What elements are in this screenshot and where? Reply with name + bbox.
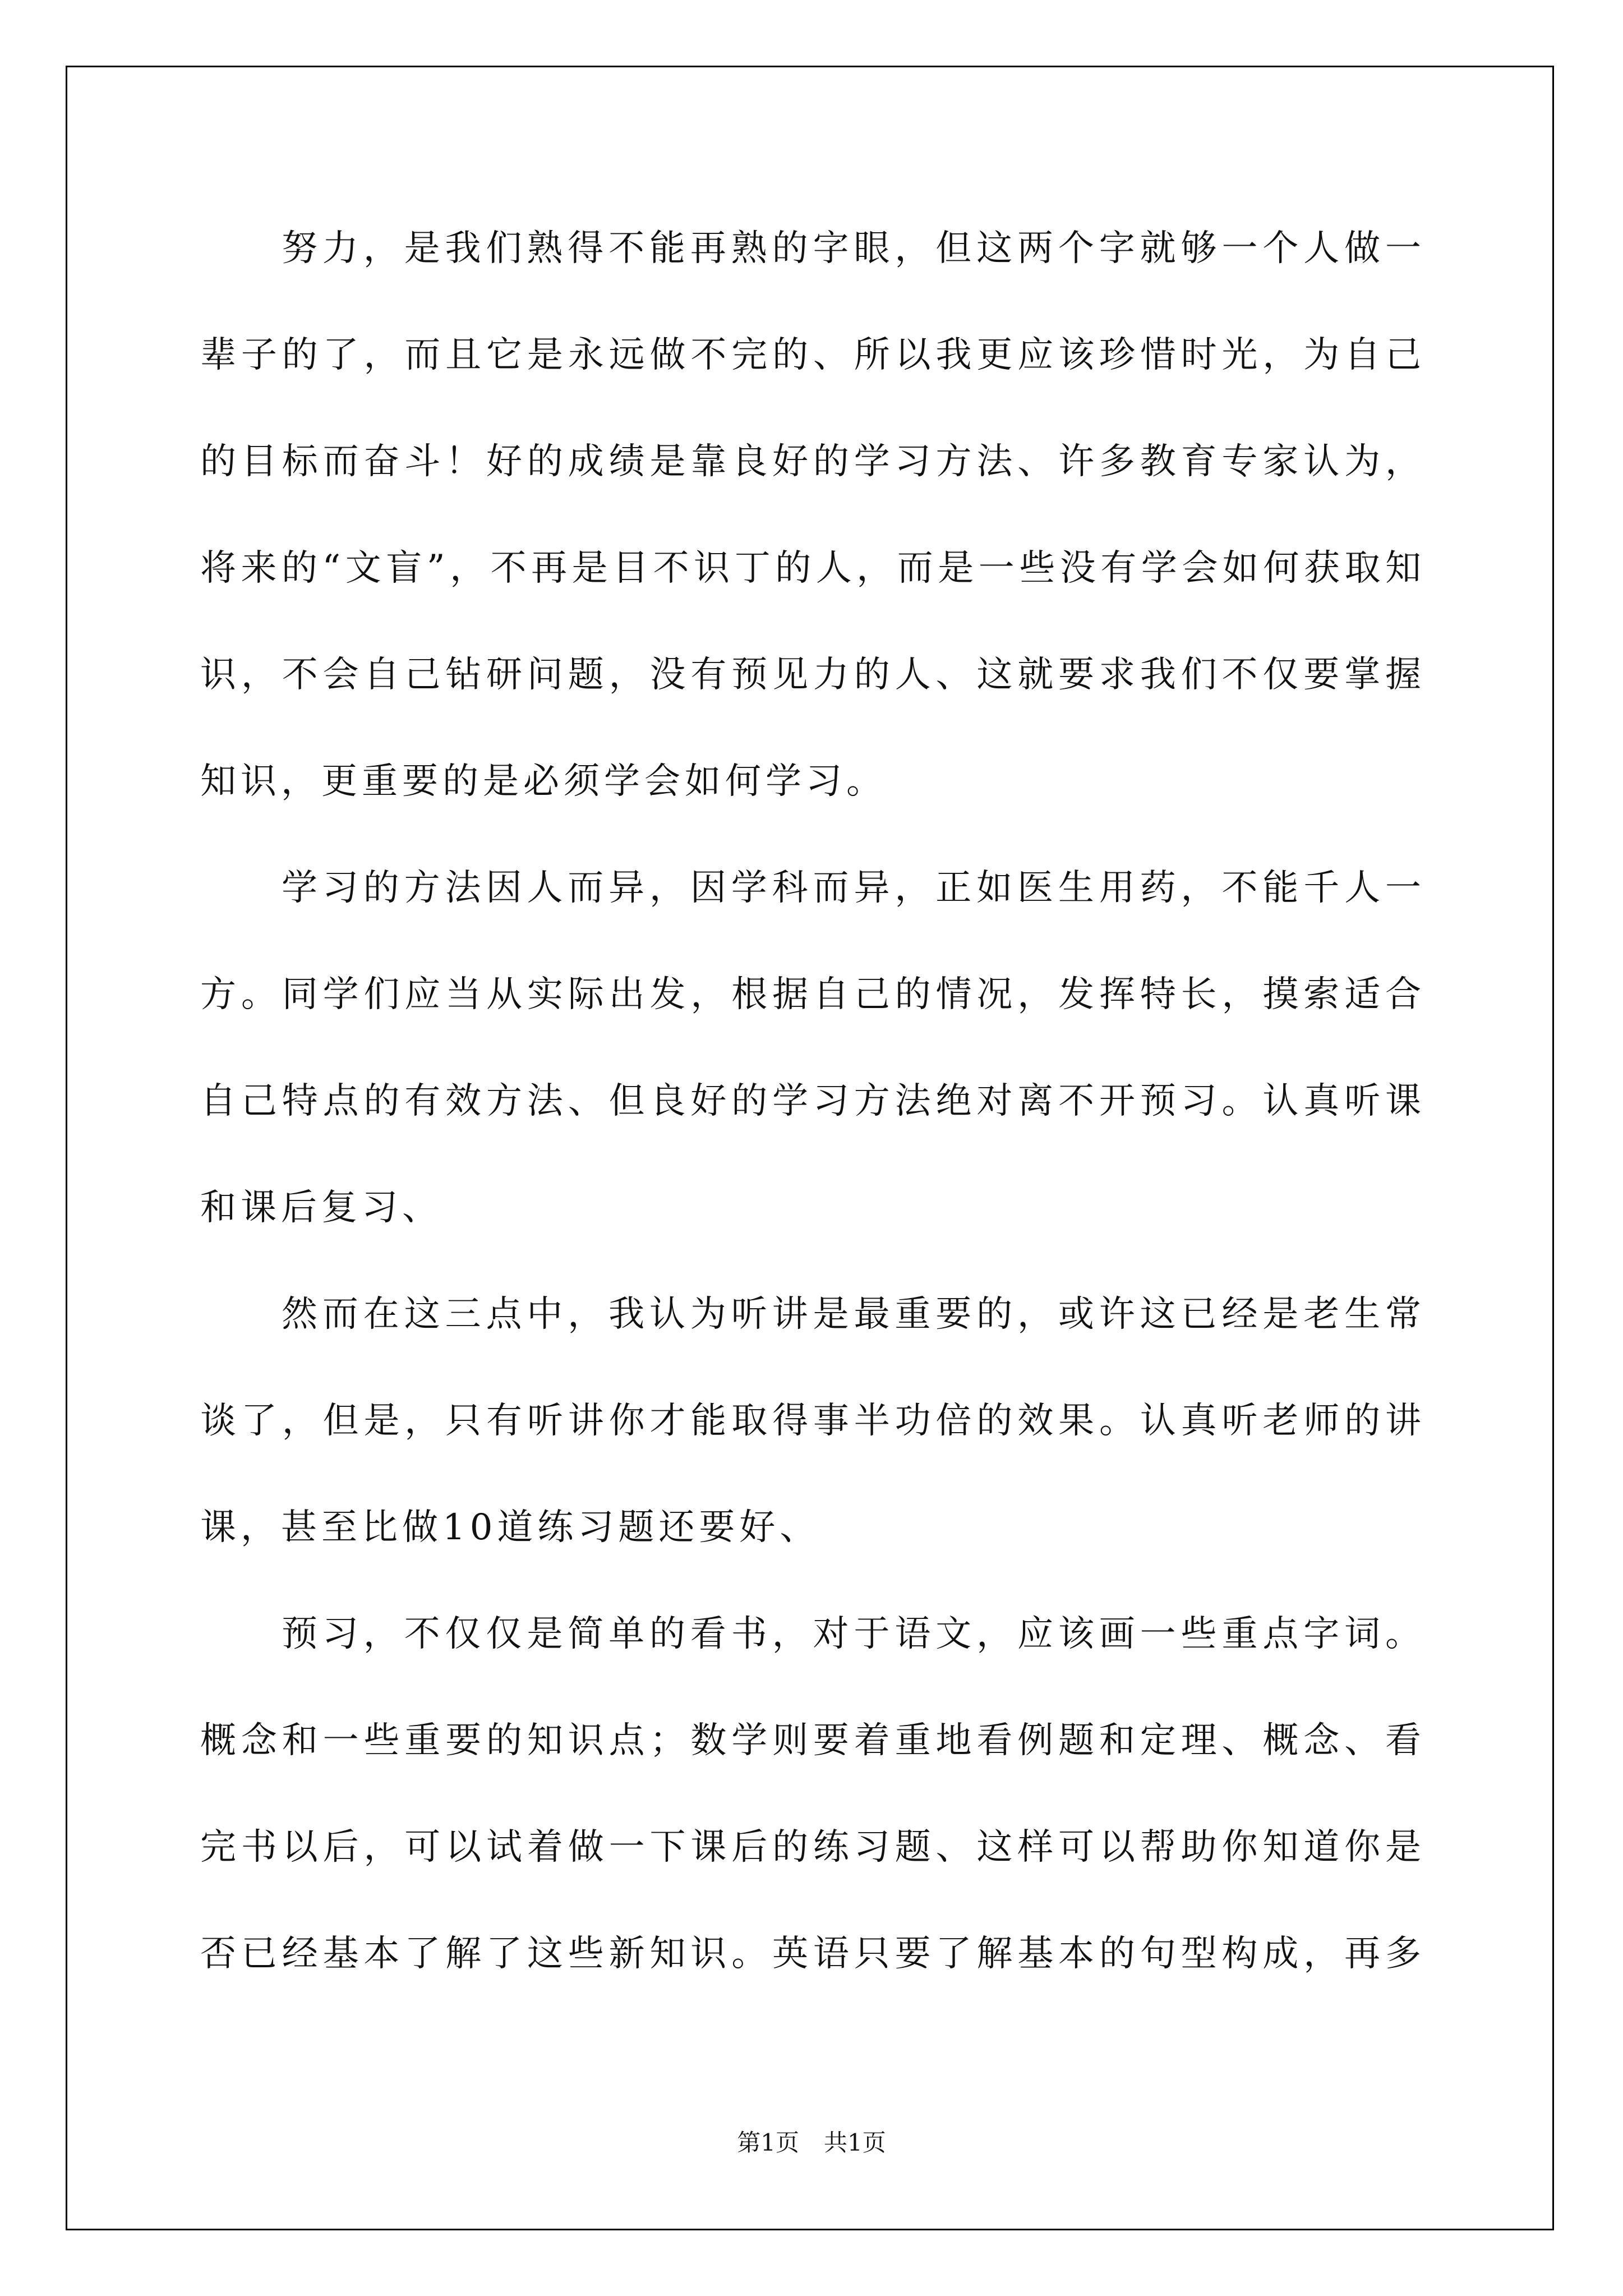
paragraph-line: 和课后复习、 [200, 1187, 442, 1228]
paragraph-line: 学习的方法因人而异，因学科而异，正如医生用药，不能千人一 [282, 867, 1426, 909]
page-total: 共1页 [824, 2129, 886, 2156]
page-footer [0, 2129, 1623, 2157]
paragraph-line: 然而在这三点中，我认为听讲是最重要的，或许这已经是老生常 [282, 1294, 1426, 1335]
paragraph-line: 努力，是我们熟得不能再熟的字眼，但这两个字就够一个人做一 [282, 228, 1426, 269]
paragraph-line: 识，不会自己钻研问题，没有预见力的人、这就要求我们不仅要掌握 [200, 654, 1426, 696]
paragraph-line: 预习，不仅仅是简单的看书，对于语文，应该画一些重点字词。 [282, 1613, 1426, 1655]
paragraph-line: 将来的“文盲”，不再是目不识丁的人，而是一些没有学会如何获取知 [200, 547, 1426, 589]
paragraph-line: 的目标而奋斗！好的成绩是靠良好的学习方法、许多教育专家认为， [200, 441, 1426, 482]
paragraph-line: 概念和一些重要的知识点；数学则要着重地看例题和定理、概念、看 [200, 1720, 1426, 1761]
paragraph-line: 辈子的了，而且它是永远做不完的、所以我更应该珍惜时光，为自己 [200, 334, 1426, 376]
paragraph-line: 谈了，但是，只有听讲你才能取得事半功倍的效果。认真听老师的讲 [200, 1400, 1426, 1442]
paragraph-line: 课，甚至比做10道练习题还要好、 [200, 1507, 820, 1548]
paragraph-line: 知识，更重要的是必须学会如何学习。 [200, 761, 887, 802]
paragraph-line: 完书以后，可以试着做一下课后的练习题、这样可以帮助你知道你是 [200, 1826, 1426, 1868]
page-number: 第1页 [737, 2129, 799, 2156]
document-body [200, 195, 1426, 2007]
paragraph-line: 方。同学们应当从实际出发，根据自己的情况，发挥特长，摸索适合 [200, 974, 1426, 1015]
paragraph-line: 自己特点的有效方法、但良好的学习方法绝对离不开预习。认真听课 [200, 1080, 1426, 1122]
paragraph-line: 否已经基本了解了这些新知识。英语只要了解基本的句型构成，再多 [200, 1933, 1426, 1975]
